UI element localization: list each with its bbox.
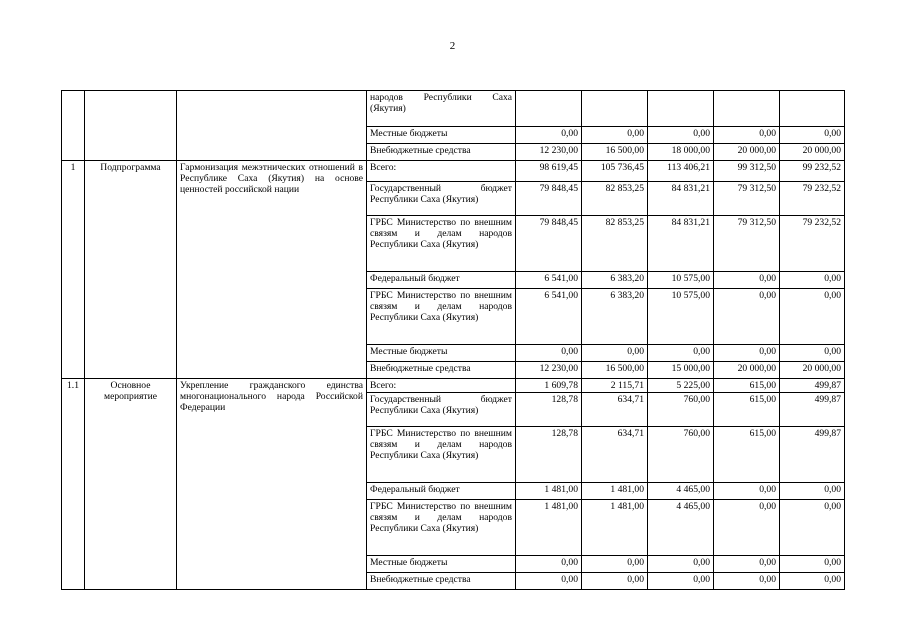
table-row (62, 161, 845, 182)
value-cell: 6 383,20 (582, 289, 648, 345)
funding-source: ГРБС Министерство по внешним связям и делам народов Республики Саха (Якутия) (367, 289, 516, 345)
value-cell: 12 230,00 (516, 362, 582, 379)
value-cell: 98 619,45 (516, 161, 582, 182)
value-cell: 0,00 (516, 573, 582, 590)
value-cell: 0,00 (582, 556, 648, 573)
value-cell: 1 481,00 (516, 500, 582, 556)
value-cell: 79 848,45 (516, 216, 582, 272)
value-cell: 615,00 (714, 427, 780, 483)
value-cell: 99 312,50 (714, 161, 780, 182)
funding-source: Внебюджетные средства (367, 573, 516, 590)
funding-source: Внебюджетные средства (367, 144, 516, 161)
value-cell: 99 232,52 (780, 161, 845, 182)
value-cell: 0,00 (780, 345, 845, 362)
value-cell: 634,71 (582, 427, 648, 483)
value-cell: 0,00 (714, 289, 780, 345)
value-cell: 4 465,00 (648, 500, 714, 556)
value-cell: 0,00 (516, 345, 582, 362)
funding-source: Всего: (367, 161, 516, 182)
value-cell: 4 465,00 (648, 483, 714, 500)
value-cell: 0,00 (648, 127, 714, 144)
value-cell: 6 383,20 (582, 272, 648, 289)
value-cell (714, 91, 780, 127)
value-cell: 1 481,00 (582, 500, 648, 556)
value-cell: 5 225,00 (648, 379, 714, 393)
value-cell: 2 115,71 (582, 379, 648, 393)
value-cell: 128,78 (516, 393, 582, 427)
value-cell: 0,00 (714, 127, 780, 144)
value-cell: 0,00 (714, 556, 780, 573)
value-cell: 1 609,78 (516, 379, 582, 393)
value-cell: 79 232,52 (780, 182, 845, 216)
value-cell: 20 000,00 (780, 362, 845, 379)
value-cell: 0,00 (648, 573, 714, 590)
funding-source: Местные бюджеты (367, 345, 516, 362)
value-cell: 0,00 (582, 345, 648, 362)
funding-source: Государственный бюджет Республики Саха (Якутия) (367, 393, 516, 427)
value-cell: 0,00 (648, 556, 714, 573)
funding-source: Государственный бюджет Республики Саха (Якутия) (367, 182, 516, 216)
value-cell: 10 575,00 (648, 272, 714, 289)
value-cell (516, 91, 582, 127)
value-cell: 12 230,00 (516, 144, 582, 161)
value-cell: 0,00 (714, 483, 780, 500)
item-kind: Основное мероприятие (85, 379, 177, 590)
item-name: Гармонизация межэтнических отношений в Республике Саха (Якутия) на основе ценностей российской нации (177, 161, 367, 379)
value-cell: 79 312,50 (714, 216, 780, 272)
value-cell: 0,00 (516, 556, 582, 573)
value-cell: 0,00 (780, 500, 845, 556)
value-cell: 0,00 (780, 127, 845, 144)
value-cell: 0,00 (780, 289, 845, 345)
funding-source: ГРБС Министерство по внешним связям и делам народов Республики Саха (Якутия) (367, 427, 516, 483)
value-cell: 0,00 (648, 345, 714, 362)
value-cell: 615,00 (714, 379, 780, 393)
funding-source: Федеральный бюджет (367, 483, 516, 500)
value-cell: 16 500,00 (582, 144, 648, 161)
value-cell: 79 232,52 (780, 216, 845, 272)
value-cell: 634,71 (582, 393, 648, 427)
value-cell: 0,00 (714, 345, 780, 362)
value-cell: 760,00 (648, 427, 714, 483)
value-cell: 84 831,21 (648, 182, 714, 216)
value-cell: 499,87 (780, 427, 845, 483)
funding-source: Местные бюджеты (367, 127, 516, 144)
value-cell: 0,00 (516, 127, 582, 144)
value-cell: 128,78 (516, 427, 582, 483)
row-number (62, 91, 85, 161)
value-cell: 0,00 (780, 556, 845, 573)
funding-source: Внебюджетные средства (367, 362, 516, 379)
row-number: 1.1 (62, 379, 85, 590)
value-cell: 0,00 (780, 483, 845, 500)
value-cell: 0,00 (714, 500, 780, 556)
value-cell: 760,00 (648, 393, 714, 427)
value-cell: 6 541,00 (516, 272, 582, 289)
funding-source: Федеральный бюджет (367, 272, 516, 289)
table-row (62, 379, 845, 393)
item-kind (85, 91, 177, 161)
row-number: 1 (62, 161, 85, 379)
item-name (177, 91, 367, 161)
funding-source: народов Республики Саха (Якутия) (367, 91, 516, 127)
value-cell: 79 312,50 (714, 182, 780, 216)
value-cell: 10 575,00 (648, 289, 714, 345)
value-cell: 0,00 (780, 272, 845, 289)
value-cell: 499,87 (780, 393, 845, 427)
funding-source: Местные бюджеты (367, 556, 516, 573)
value-cell: 15 000,00 (648, 362, 714, 379)
value-cell (648, 91, 714, 127)
funding-source: ГРБС Министерство по внешним связям и делам народов Республики Саха (Якутия) (367, 500, 516, 556)
value-cell: 0,00 (780, 573, 845, 590)
value-cell: 16 500,00 (582, 362, 648, 379)
item-kind: Подпрограмма (85, 161, 177, 379)
value-cell: 0,00 (714, 573, 780, 590)
value-cell: 82 853,25 (582, 216, 648, 272)
value-cell: 20 000,00 (780, 144, 845, 161)
value-cell: 113 406,21 (648, 161, 714, 182)
value-cell: 20 000,00 (714, 362, 780, 379)
funding-source: Всего: (367, 379, 516, 393)
value-cell: 82 853,25 (582, 182, 648, 216)
value-cell: 79 848,45 (516, 182, 582, 216)
value-cell (780, 91, 845, 127)
value-cell: 105 736,45 (582, 161, 648, 182)
value-cell: 0,00 (714, 272, 780, 289)
value-cell: 0,00 (582, 573, 648, 590)
value-cell: 0,00 (582, 127, 648, 144)
funding-source: ГРБС Министерство по внешним связям и делам народов Республики Саха (Якутия) (367, 216, 516, 272)
value-cell: 615,00 (714, 393, 780, 427)
value-cell: 1 481,00 (516, 483, 582, 500)
table-row (62, 91, 845, 127)
value-cell: 20 000,00 (714, 144, 780, 161)
value-cell: 499,87 (780, 379, 845, 393)
value-cell: 6 541,00 (516, 289, 582, 345)
value-cell: 1 481,00 (582, 483, 648, 500)
page-number: 2 (449, 40, 456, 52)
value-cell (582, 91, 648, 127)
value-cell: 18 000,00 (648, 144, 714, 161)
item-name: Укрепление гражданского единства многонационального народа Российской Федерации (177, 379, 367, 590)
value-cell: 84 831,21 (648, 216, 714, 272)
budget-table (61, 90, 845, 590)
